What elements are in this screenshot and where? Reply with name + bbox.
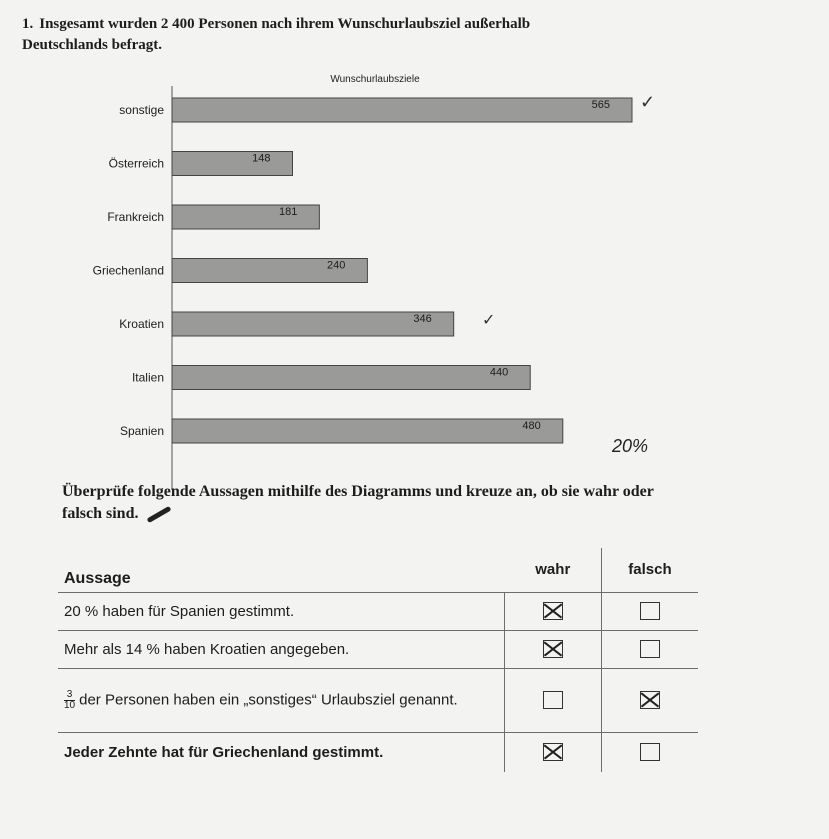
value-label-0: 565 [591,99,610,111]
instruction [62,481,822,525]
instruction-line1: Überprüfe folgende Aussagen mithilfe des Diagramms und kreuze an, ob sie wahr oder [62,483,654,500]
header-false: falsch [601,548,698,592]
value-label-6: 480 [522,420,541,432]
value-label-2: 181 [279,206,298,218]
checkbox-true-3[interactable] [543,691,563,709]
checkbox-true-4[interactable] [543,743,563,761]
checkbox-true-1[interactable] [543,602,563,620]
chart-title: Wunschurlaubsziele [330,74,420,85]
pen-icon [147,506,172,523]
category-label-5: Italien [131,370,164,385]
checkbox-true-2[interactable] [543,640,563,658]
handwritten-check-mark-2: ✓ [482,312,496,329]
bar-6 [172,419,563,443]
category-label-6: Spanien [119,424,164,438]
statements-table [58,548,698,772]
handwritten-check-mark: ✓ [640,92,656,112]
value-label-4: 346 [413,313,432,325]
checkbox-false-2[interactable] [640,640,660,658]
bar-5 [172,366,530,390]
bars-group [93,98,632,443]
table-row [58,592,698,630]
statement-2: Mehr als 14 % haben Kroatien angegeben. [64,640,350,658]
statement-1: 20 % haben für Spanien gestimmt. [64,602,295,620]
category-label-4: Kroatien [119,317,164,331]
value-label-3: 240 [327,259,346,272]
category-label-3: Griechenland [92,263,164,278]
statement-4: Jeder Zehnte hat für Griechenland gestimmt. [64,743,384,761]
value-label-1: 148 [252,152,271,165]
category-label-0: sonstige [119,103,164,117]
handwritten-percent-note: 20% [612,436,649,456]
table-header-row [58,548,698,592]
header-statement: Aussage [64,569,131,587]
task-text-line1: Insgesamt wurden 2 400 Personen nach ihrem Wunschurlaubsziel außerhalb [39,16,531,32]
instruction-line2: falsch sind. [62,505,139,522]
checkbox-false-3[interactable] [640,691,660,709]
value-label-5: 440 [489,366,509,379]
bar-4 [172,312,454,336]
fraction: $\frac{3}{10}$ [64,688,76,711]
statement-3 [58,668,505,732]
header-true: wahr [535,561,571,579]
category-label-2: Frankreich [107,210,164,224]
checkbox-false-4[interactable] [640,743,660,761]
category-label-1: Österreich [108,156,164,171]
task-number: 1. [22,16,34,32]
statement-3-text: der Personen haben ein „sonstiges“ Urlaubsziel genannt. [79,690,458,708]
table-row [58,668,698,732]
bar-1 [172,152,292,176]
table-row [58,630,698,668]
bar-0 [172,98,632,122]
table-row [58,732,698,772]
checkbox-false-1[interactable] [640,602,660,620]
task-text-line2: Deutschlands befragt. [22,37,163,53]
